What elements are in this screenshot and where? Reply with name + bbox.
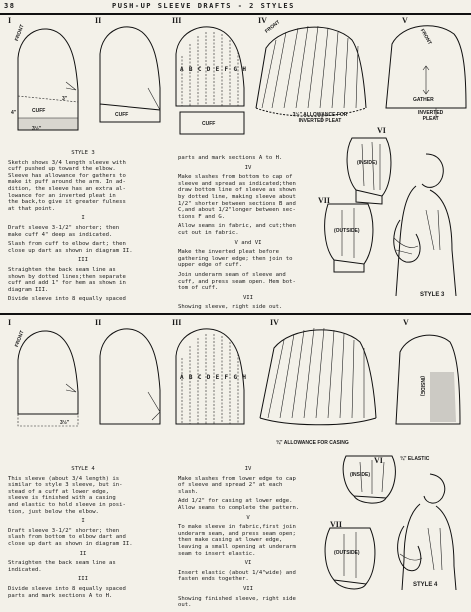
text-paragraph: Make the inverted pleat before gathering lower edge; then join to upper edge of cuff. <box>178 249 293 269</box>
text-numeral: IV <box>244 164 252 171</box>
fig-numeral-3: III <box>172 318 182 327</box>
text-paragraph: Make slashes from lower edge to cap of sleeve and spread 2" at each slash. <box>178 475 296 495</box>
text-paragraph: Make slashes from bottom to cap of sleeve and spread as indicated;then draw bottom line of sleeve as shown by dotted line, making sleeve about 1/2" shorter between sections B and C,and about 1/2"longer between sec- tions F and G. <box>178 174 296 220</box>
outside-label: (OUTSIDE) <box>334 228 360 234</box>
text-numeral: III <box>77 576 89 583</box>
section-letter: A <box>180 374 184 381</box>
text-paragraph: Add 1/2" for casing at lower edge. Allow seams to complete the pattern. <box>178 498 300 511</box>
section-letters <box>180 374 246 381</box>
text-numeral: I <box>81 518 85 525</box>
style4-diagram-5 <box>390 328 464 438</box>
allowance-label: ¾" ALLOWANCE FOR CASING <box>276 440 349 446</box>
front-label: FRONT <box>14 23 26 43</box>
section-letter: E <box>215 66 220 73</box>
fig-numeral-2: II <box>95 318 102 327</box>
text-paragraph: This sleeve (about 3/4 length) is similar to style 3 sleeve, but in- stead of a cuff at lower edge, sleeve is finished with a casing and elastic to hold sleeve in posi- tion, just below the elbow. <box>8 475 126 515</box>
fig-numeral-7: VII <box>330 520 343 529</box>
fig-numeral-3: III <box>172 16 182 25</box>
text-numeral: VI <box>244 560 252 567</box>
text-numeral: VII <box>242 294 254 301</box>
section-letter: F <box>224 66 229 73</box>
fig-numeral-2: II <box>95 16 102 25</box>
text-paragraph: Allow seams in fabric, and cut;then cut out in fabric. <box>178 223 296 236</box>
allowance-label: 3½" ALLOWANCE FOR INVERTED PLEAT <box>292 112 348 124</box>
text-numeral: II <box>79 550 87 557</box>
cuff-label: CUFF <box>202 121 216 127</box>
section-letter: D <box>206 66 211 73</box>
style4-right-text <box>178 466 328 612</box>
header-rule <box>0 13 471 15</box>
front-label: FRONT <box>418 28 433 46</box>
section-letter: A <box>180 66 184 73</box>
front-label: FRONT <box>264 19 282 35</box>
style3-right-text <box>178 155 331 314</box>
text-paragraph: parts and mark sections A to H. <box>178 155 283 161</box>
text-paragraph: Sketch shows 3/4 length sleeve with cuff pushed up toward the elbow. Sleeve has allowance for gathers to make it puff around the arm. In ad- dition, the sleeve has an extra al- lowance for an inverted pleat in the back,to give it greater fulness at that point. <box>8 159 126 212</box>
text-paragraph: Straighten the back seam line as indicated. <box>8 560 116 573</box>
style-label: STYLE 4 <box>413 582 438 588</box>
inverted-pleat-label: INVERTED PLEAT <box>418 110 444 122</box>
inside-label: (INSIDE) <box>419 376 425 396</box>
page-title: PUSH-UP SLEEVE DRAFTS - 2 STYLES <box>112 2 295 10</box>
dim-label: 3½" <box>60 420 70 426</box>
text-numeral: V and VI <box>234 239 262 246</box>
text-paragraph: Divide sleeve into 8 equally spaced parts and mark sections A to H. <box>8 585 126 599</box>
outside-label: (OUTSIDE) <box>334 550 360 556</box>
style4-diagram-2 <box>92 320 168 432</box>
fig-numeral-4: IV <box>270 318 279 327</box>
text-paragraph: Draft sleeve 3-1/2" shorter; then make cuff 4" deep as indicated. <box>8 224 120 238</box>
text-paragraph: Showing sleeve, right side out. <box>178 304 283 311</box>
dim-label: 3½" <box>32 126 42 132</box>
fig-numeral-6: VI <box>377 126 386 135</box>
text-paragraph: Slash from cuff to elbow dart; then close up dart as shown in diagram II. <box>8 241 133 254</box>
style3-diagram-4 <box>252 18 370 126</box>
text-paragraph: Divide sleeve into 8 equally spaced <box>8 296 126 303</box>
gather-label: GATHER <box>413 97 434 103</box>
fig-numeral-7: VII <box>318 196 331 205</box>
cuff-label: CUFF <box>32 108 46 114</box>
section-letter: H <box>242 66 246 73</box>
text-paragraph: Draft sleeve 3-1/2" shorter; then slash from bottom to elbow dart and close up dart as shown in diagram II. <box>8 527 133 547</box>
dim-label: 3" <box>62 96 68 102</box>
text-numeral: IV <box>244 466 252 472</box>
text-paragraph: Insert elastic (about 1/4"wide) and fasten ends together. <box>178 569 296 583</box>
page-number: 38 <box>4 2 16 10</box>
cuff-label: CUFF <box>115 112 129 118</box>
section-letter: G <box>233 66 238 73</box>
text-heading: STYLE 4 <box>71 466 95 472</box>
section-letters <box>180 66 246 73</box>
fig-numeral-5: V <box>403 318 409 327</box>
front-label: FRONT <box>14 329 26 349</box>
style4-left-text <box>8 466 168 602</box>
text-numeral: I <box>81 215 85 222</box>
style3-diagram-7 <box>320 198 380 276</box>
style3-diagram-2 <box>92 18 168 128</box>
section-letter: F <box>224 374 229 381</box>
style4-figure-sketch <box>390 470 468 594</box>
text-paragraph: Straighten the back seam line as shown by dotted lines;then separate cuff and add 1" for hem as shown in diagram III. <box>8 266 126 293</box>
inside-label: (INSIDE) <box>350 472 370 478</box>
section-letter: H <box>242 374 246 381</box>
style3-diagram-3 <box>170 18 252 136</box>
style3-figure-sketch <box>386 150 468 300</box>
style4-diagram-7 <box>320 524 380 598</box>
text-numeral: V <box>246 514 250 521</box>
section-letter: B <box>188 374 193 381</box>
section-letter: C <box>197 66 202 73</box>
text-numeral: VII <box>242 585 254 592</box>
section-letter: B <box>188 66 193 73</box>
dim-label: 4" <box>11 110 17 116</box>
text-paragraph: Join underarm seam of sleeve and cuff, and press seam open. Hem bot- tom of cuff. <box>178 271 296 292</box>
text-paragraph: To make sleeve in fabric,first join underarm seam, and press seam open; then make casing at lower edge, leaving a small opening at underarm seam to insert elastic. <box>178 524 296 557</box>
fig-numeral-6: VI <box>374 456 383 465</box>
style4-diagram-4 <box>256 322 380 430</box>
section-letter: G <box>233 374 238 381</box>
text-numeral: III <box>77 257 89 264</box>
elastic-label: ¾" ELASTIC <box>400 456 430 462</box>
style3-left-text <box>8 150 168 306</box>
section-letter: C <box>197 374 202 381</box>
fig-numeral-1: I <box>8 16 12 25</box>
fig-numeral-1: I <box>8 318 12 327</box>
fig-numeral-4: IV <box>258 16 267 25</box>
text-paragraph: Showing finished sleeve, right side out. <box>178 595 296 609</box>
section-letter: D <box>206 374 211 381</box>
inside-label: (INSIDE) <box>357 160 377 166</box>
section-letter: E <box>215 374 220 381</box>
fig-numeral-5: V <box>402 16 408 25</box>
text-heading: STYLE 3 <box>71 150 95 156</box>
style-label: STYLE 3 <box>420 292 445 298</box>
